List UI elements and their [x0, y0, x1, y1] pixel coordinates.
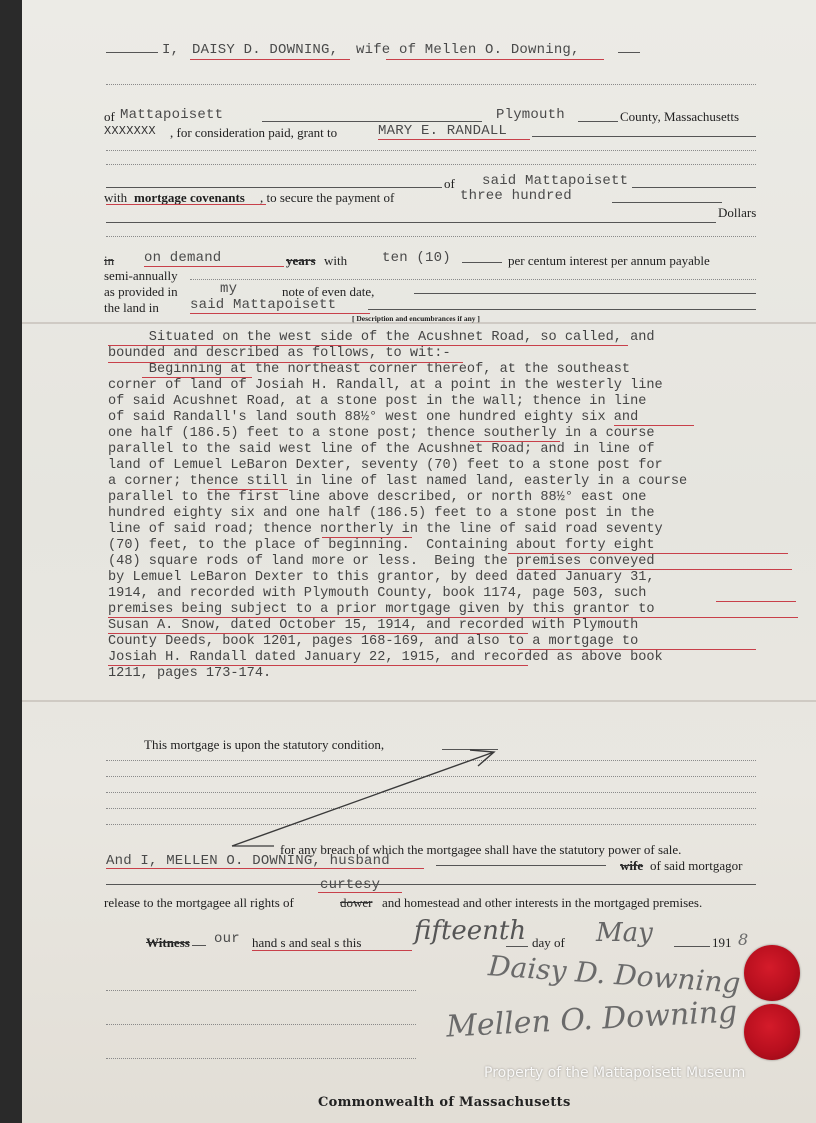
year-handwritten: 8 [738, 930, 749, 949]
red-underline [108, 345, 628, 346]
dotted-rule [106, 1058, 416, 1059]
secure-text: , to secure the payment of [260, 190, 395, 205]
hand-seal-text: hand s and seal s this [252, 935, 362, 950]
grantor-name: DAISY D. DOWNING, [192, 42, 339, 58]
grantor-town: Mattapoisett [120, 107, 224, 123]
description-line: (48) square rods of land more or less. Being the premises conveyed [108, 554, 655, 569]
grantor-prefix: I, [162, 42, 180, 58]
witness-label: Witness [146, 935, 190, 950]
struck-dower: dower [340, 895, 373, 910]
blank-line [674, 946, 710, 947]
day-label: day of [532, 935, 565, 950]
description-line: Situated on the west side of the Acushnet Road, so called, and [108, 330, 655, 345]
of-label: of [444, 176, 455, 191]
fold-crease [22, 700, 816, 702]
grantee-place: said Mattapoisett [482, 173, 629, 189]
blank-line [462, 262, 502, 263]
blank-line [368, 309, 756, 310]
curtesy-typed: curtesy [320, 877, 381, 893]
description-line: 1211, pages 173-174. [108, 666, 272, 681]
description-line: of said Randall's land south 88½° west one hundred eighty six and [108, 410, 639, 425]
description-line: parallel to the said west line of the Acushnet Road; and in line of [108, 442, 655, 457]
county-label: County, Massachusetts [620, 109, 740, 124]
description-line: line of said road; thence northerly in the line of said road seventy [108, 522, 663, 537]
dotted-rule [106, 164, 756, 165]
release-post: and homestead and other interests in the mortgaged premises. [382, 895, 703, 910]
grantor-relation: wife of Mellen O. Downing, [356, 42, 580, 58]
wax-seal [744, 1004, 800, 1060]
struck-in: in [104, 253, 115, 268]
dotted-rule [106, 150, 756, 151]
signature-mellen: Mellen O. Downing [445, 994, 739, 1045]
struck-text: XXXXXXX [104, 124, 156, 138]
land-place: said Mattapoisett [190, 297, 337, 313]
dotted-rule [106, 990, 416, 991]
red-underline [716, 601, 796, 602]
interest-text: per centum interest per annum payable [508, 253, 710, 268]
dollars-label: Dollars [718, 205, 757, 220]
red-underline [108, 633, 528, 634]
red-underline [108, 362, 463, 363]
dotted-rule [106, 84, 756, 85]
note-text: note of even date, [282, 284, 375, 299]
description-line: County Deeds, book 1201, pages 168-169, and also to a mortgage to [108, 634, 639, 649]
description-line: one half (186.5) feet to a stone post; thence southerly in a course [108, 426, 655, 441]
blank-line [414, 293, 756, 294]
description-line: hundred eighty six and one half (186.5) feet to a stone post in the [108, 506, 655, 521]
loan-term: on demand [144, 250, 222, 266]
provided-label: as provided in [104, 284, 178, 299]
description-line: of said Acushnet Road, at a stone post in the wall; thence in line [108, 394, 647, 409]
blank-line [262, 121, 482, 122]
witness-whose: our [214, 931, 240, 947]
commonwealth-heading: Commonwealth of Massachusetts [318, 1095, 571, 1110]
description-caption: [ Description and encumbrances if any ] [352, 314, 480, 323]
breach-text: for any breach of which the mortgagee shall have the statutory power of sale. [280, 842, 682, 857]
interest-rate: ten (10) [382, 250, 451, 266]
release-pre: release to the mortgagee all rights of [104, 895, 294, 910]
dotted-rule [106, 236, 756, 237]
statutory-condition: This mortgage is upon the statutory condition, [144, 737, 385, 752]
red-underline [378, 139, 530, 140]
blank-line [192, 945, 206, 946]
description-line: corner of land of Josiah H. Randall, at a point in the westerly line [108, 378, 663, 393]
day-handwritten: fifteenth [414, 916, 527, 946]
description-line: land of Lemuel LeBaron Dexter, seventy (70) feet to a stone post for [108, 458, 663, 473]
with-label: with [324, 253, 348, 268]
red-underline [252, 950, 412, 951]
blank-line [106, 884, 756, 885]
red-underline [470, 441, 560, 442]
payment-schedule: semi-annually [104, 268, 178, 283]
blank-line [506, 946, 528, 947]
struck-years: years [286, 253, 316, 268]
red-underline [508, 553, 788, 554]
deed-page [22, 0, 816, 1123]
description-line: Josiah H. Randall dated January 22, 1915, and recorded as above book [108, 650, 663, 665]
red-underline [106, 204, 266, 205]
mortgagor-text: of said mortgagor [650, 858, 743, 873]
note-owner: my [220, 281, 238, 297]
year-prefix: 191 [712, 935, 732, 950]
red-underline [386, 59, 604, 60]
blank-line [106, 52, 158, 53]
description-line: a corner; thence still in line of last named land, easterly in a course [108, 474, 688, 489]
pen-arrow [212, 744, 512, 854]
description-line: Susan A. Snow, dated October 15, 1914, and recorded with Plymouth [108, 618, 639, 633]
grantor-county: Plymouth [496, 107, 565, 123]
red-underline [322, 537, 412, 538]
signature-daisy: Daisy D. Downing [487, 949, 742, 1000]
loan-amount: three hundred [460, 188, 572, 204]
red-underline [108, 665, 528, 666]
red-underline [614, 425, 694, 426]
dotted-rule [106, 1024, 416, 1025]
grantee-name: MARY E. RANDALL [378, 123, 508, 139]
red-underline [518, 649, 756, 650]
blank-line [618, 52, 640, 53]
red-underline [518, 569, 792, 570]
museum-watermark: Property of the Mattapoisett Museum [484, 1065, 746, 1081]
dotted-rule [190, 279, 756, 280]
description-line: (70) feet, to the place of beginning. Containing about forty eight [108, 538, 655, 553]
blank-line [632, 187, 756, 188]
land-description [108, 330, 687, 682]
blank-line [436, 865, 606, 866]
red-underline [108, 617, 798, 618]
mortgage-covenants: mortgage covenants [134, 190, 245, 205]
description-line: Beginning at the northeast corner thereof, at the southeast [108, 362, 631, 377]
month-handwritten: May [596, 918, 653, 948]
blank-line [578, 121, 618, 122]
wax-seal [744, 945, 800, 1001]
with-label: with [104, 190, 128, 205]
blank-line [612, 202, 722, 203]
description-line: parallel to the first line above described, or north 88½° east one [108, 490, 647, 505]
blank-line [106, 187, 442, 188]
description-line: bounded and described as follows, to wit:- [108, 346, 451, 361]
blank-line [106, 222, 716, 223]
red-underline [190, 59, 350, 60]
red-underline [142, 377, 252, 378]
red-underline [106, 868, 424, 869]
land-label: the land in [104, 300, 159, 315]
red-underline [318, 892, 402, 893]
red-underline [190, 313, 370, 314]
struck-wife: wife [620, 858, 644, 873]
description-line: by Lemuel LeBaron Dexter to this grantor, by deed dated January 31, [108, 570, 655, 585]
blank-line [532, 136, 756, 137]
red-underline [144, 266, 284, 267]
husband-typed: And I, MELLEN O. DOWNING, husband [106, 853, 390, 869]
of-label: of [104, 109, 115, 124]
consideration-text: , for consideration paid, grant to [170, 125, 338, 140]
red-underline [208, 489, 288, 490]
description-line: 1914, and recorded with Plymouth County, book 1174, page 503, such [108, 586, 647, 601]
description-line: premises being subject to a prior mortgage given by this grantor to [108, 602, 655, 617]
